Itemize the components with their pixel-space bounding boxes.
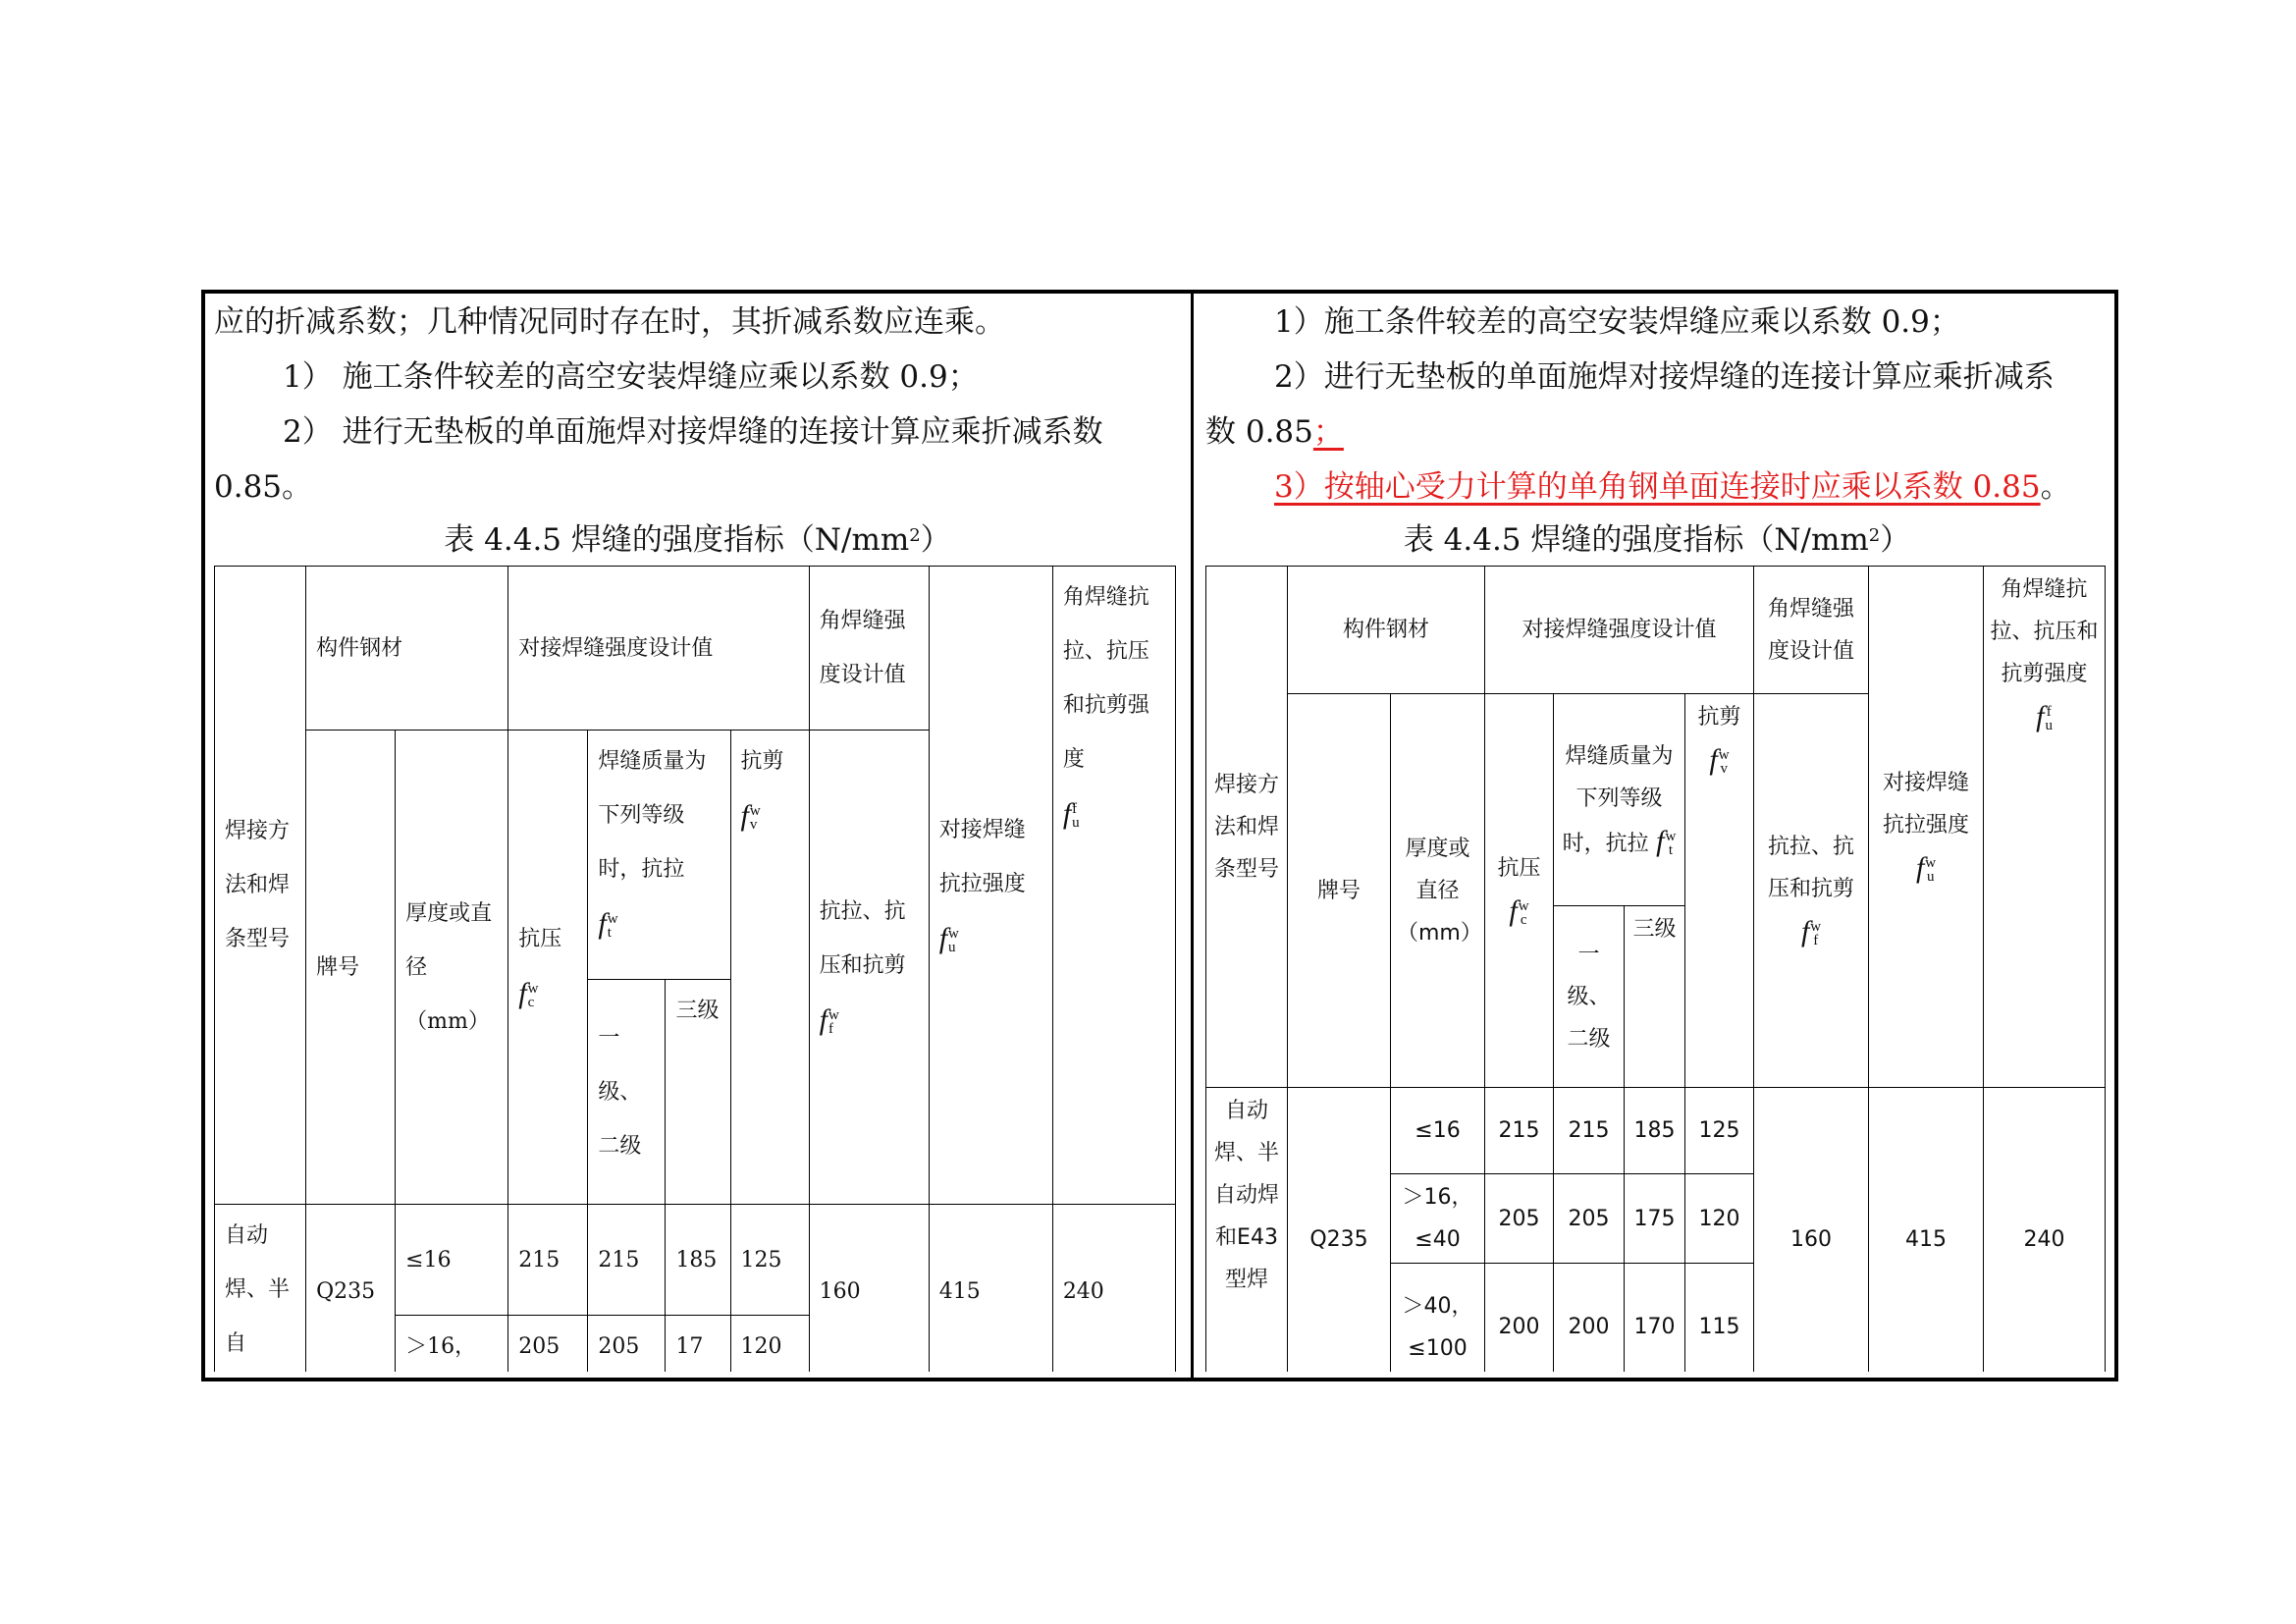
cell-butt-tension: 415 [1869, 1088, 1984, 1373]
cell-shear: 125 [730, 1205, 809, 1316]
cell-shear: 115 [1685, 1264, 1754, 1373]
left-table-caption: 表 4.4.5 焊缝的强度指标$(N/mm^2)$ [444, 522, 951, 558]
left-line-3: 2） 进行无垫板的单面施焊对接焊缝的连接计算应乘折减系数 [283, 414, 1103, 450]
cell-compression: 200 [1485, 1264, 1554, 1373]
hdr-fillet: 角焊缝强度设计值 [809, 567, 929, 731]
cell-q12: 215 [1554, 1088, 1625, 1174]
cell-compression: 205 [508, 1316, 588, 1373]
inserted-semicolon: ； [1312, 414, 1344, 450]
hdr-fillet-all: 角焊缝抗拉、抗压和抗剪强度 f f u [1052, 567, 1175, 1205]
hdr-quality-12: 一级、二级 [1554, 906, 1625, 1088]
right-line-1: 1）施工条件较差的高空安装焊缝应乘以系数 0.9； [1274, 304, 1960, 340]
cell-q12: 215 [588, 1205, 666, 1316]
hdr-shear: 抗剪 f w v [730, 731, 809, 1205]
cell-q3: 170 [1625, 1264, 1685, 1373]
left-line-4: 0.85。 [214, 469, 313, 505]
table-row [215, 1205, 1176, 1316]
cell-fillet: 160 [809, 1205, 929, 1373]
hdr-fillet-all: 角焊缝抗拉、抗压和抗剪强度 f f u [1984, 567, 2106, 1088]
left-column [214, 295, 1181, 1372]
cell-thickness: ＞16， [396, 1316, 508, 1373]
hdr-quality-12: 一级、二级 [588, 980, 666, 1205]
cell-fillet-all: 240 [1052, 1205, 1175, 1373]
hdr-steel: 构件钢材 [1288, 567, 1485, 694]
cell-butt-tension: 415 [929, 1205, 1052, 1373]
left-line-2: 1） 施工条件较差的高空安装焊缝应乘以系数 0.9； [283, 359, 979, 395]
hdr-method: 焊接方法和焊条型号 [1206, 567, 1288, 1088]
hdr-quality: 焊缝质量为下列等级时，抗拉 f w t [1554, 694, 1685, 906]
hdr-shear: 抗剪 f w v [1685, 694, 1754, 1088]
hdr-steel: 构件钢材 [306, 567, 508, 731]
cell-compression: 215 [1485, 1088, 1554, 1174]
cell-fillet: 160 [1754, 1088, 1869, 1373]
cell-shear: 120 [730, 1316, 809, 1373]
hdr-method: 焊接方法和焊条型号 [215, 567, 306, 1205]
right-line-2: 2）进行无垫板的单面施焊对接焊缝的连接计算应乘折减系 [1274, 359, 2055, 395]
hdr-quality-3: 三级 [666, 980, 730, 1205]
column-divider [1191, 290, 1194, 1381]
table-row [1206, 1088, 2106, 1174]
right-line-4: 3）按轴心受力计算的单角钢单面连接时应乘以系数 0.85。 [1274, 469, 2071, 505]
inserted-clause-3: 3）按轴心受力计算的单角钢单面连接时应乘以系数 0.85 [1274, 469, 2041, 505]
cell-q3: 175 [1625, 1174, 1685, 1264]
hdr-fillet-sub: 抗拉、抗压和抗剪 f w f [809, 731, 929, 1205]
hdr-quality-3: 三级 [1625, 906, 1685, 1088]
cell-compression: 215 [508, 1205, 588, 1316]
hdr-butt-tension: 对接焊缝抗拉强度 f w u [929, 567, 1052, 1205]
left-line-1: 应的折减系数；几种情况同时存在时，其折减系数应连乘。 [214, 304, 1005, 340]
right-column [1205, 295, 2109, 1372]
cell-q12: 200 [1554, 1264, 1625, 1373]
cell-q3: 185 [1625, 1088, 1685, 1174]
hdr-butt: 对接焊缝强度设计值 [508, 567, 809, 731]
hdr-butt: 对接焊缝强度设计值 [1485, 567, 1754, 694]
cell-shear: 125 [1685, 1088, 1754, 1174]
right-strength-table [1205, 566, 2106, 1372]
cell-thickness: ＞16，≤40 [1391, 1174, 1485, 1264]
cell-fillet-all: 240 [1984, 1088, 2106, 1373]
right-line-3: 数 0.85； [1205, 414, 1344, 450]
hdr-thickness: 厚度或直径（mm） [1391, 694, 1485, 1088]
hdr-fillet: 角焊缝强度设计值 [1754, 567, 1869, 694]
cell-q3: 17 [666, 1316, 730, 1373]
cell-method: 自动焊、半自动焊和E43型焊 [1206, 1088, 1288, 1373]
cell-grade: Q235 [1288, 1088, 1391, 1373]
cell-grade: Q235 [306, 1205, 396, 1373]
hdr-butt-tension: 对接焊缝抗拉强度 f w u [1869, 567, 1984, 1088]
cell-thickness: ≤16 [1391, 1088, 1485, 1174]
cell-q12: 205 [588, 1316, 666, 1373]
hdr-fillet-sub: 抗拉、抗压和抗剪 f w f [1754, 694, 1869, 1088]
hdr-grade: 牌号 [1288, 694, 1391, 1088]
hdr-grade: 牌号 [306, 731, 396, 1205]
cell-q12: 205 [1554, 1174, 1625, 1264]
hdr-thickness: 厚度或直径（mm） [396, 731, 508, 1205]
hdr-compression: 抗压 f w c [1485, 694, 1554, 1088]
hdr-quality: 焊缝质量为下列等级时，抗拉 f w t [588, 731, 730, 980]
cell-shear: 120 [1685, 1174, 1754, 1264]
cell-thickness: ≤16 [396, 1205, 508, 1316]
hdr-compression: 抗压 f w c [508, 731, 588, 1205]
cell-q3: 185 [666, 1205, 730, 1316]
left-strength-table [214, 566, 1176, 1372]
cell-thickness: ＞40，≤100 [1391, 1264, 1485, 1373]
right-table-caption: 表 4.4.5 焊缝的强度指标$(N/mm^2)$ [1403, 522, 1911, 558]
cell-method: 自动焊、半自 [215, 1205, 306, 1373]
cell-compression: 205 [1485, 1174, 1554, 1264]
